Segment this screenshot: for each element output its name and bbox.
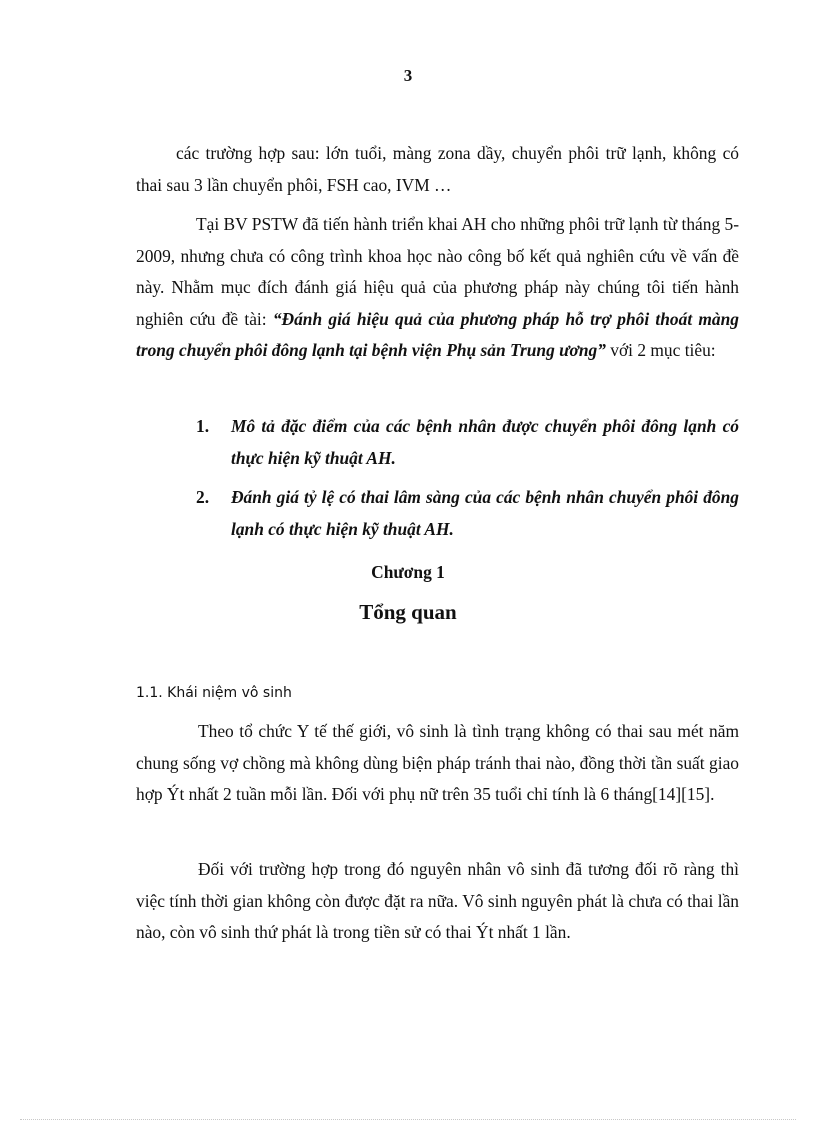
objective-text: Mô tả đặc điểm của các bệnh nhân được chuyển phôi đông lạnh có thực hiện kỹ thuật AH.: [231, 416, 739, 468]
objective-item: [196, 411, 739, 474]
objective-text: Đánh giá tỷ lệ có thai lâm sàng của các bệnh nhân chuyển phôi đông lạnh có thực hiện kỹ thuật AH.: [231, 487, 739, 539]
objective-number: 2.: [196, 487, 210, 507]
intro-paragraph-2-tail: với 2 mục tiêu:: [605, 340, 716, 360]
research-title: “Đánh giá hiệu quả của phương pháp hỗ trợ phôi thoát màng trong chuyển phôi đông lạnh tại bệnh viện Phụ sản Trung ương”: [136, 308, 739, 360]
objective-item: [196, 482, 739, 545]
page-number: 3: [403, 66, 413, 85]
page-bottom-divider: [20, 1119, 796, 1120]
objectives-list: [196, 411, 739, 553]
intro-paragraph-2: [136, 209, 739, 367]
section-paragraph-1: Theo tổ chức Y tế thế giới, vô sinh là tình trạng không có thai sau mét năm chung sống vợ chồng mà không dùng biện pháp tránh thai nào, đồng thời tần suất giao hợp Ýt nhất 2 tuần mỗi lần. Đối với phụ nữ trên 35 tuổi chỉ tính là 6 tháng[14][15].: [136, 721, 739, 804]
objective-number: 1.: [196, 416, 210, 436]
intro-paragraph-1: các trường hợp sau: lớn tuổi, màng zona dầy, chuyển phôi trữ lạnh, không có thai sau 3 lần chuyển phôi, FSH cao, IVM …: [136, 143, 739, 195]
intro-paragraph-2-text: Tại BV PSTW đã tiến hành triển khai AH cho những phôi trữ lạnh từ tháng 5-2009, nhưng chưa có công trình khoa học nào công bố kết quả nghiên cứu về vấn đề này. Nhằm mục đích đánh giá hiệu quả của phương pháp này chúng tôi tiến hành nghiên cứu đề tài:: [136, 214, 739, 329]
section-paragraph-2: Đối với trường hợp trong đó nguyên nhân vô sinh đã tương đối rõ ràng thì việc tính thời gian không còn được đặt ra nữa. Vô sinh nguyên phát là chưa có thai lần nào, còn vô sinh thứ phát là trong tiền sử có thai Ýt nhất 1 lần.: [136, 859, 739, 942]
chapter-title: Tổng quan: [359, 600, 457, 624]
chapter-label: Chương 1: [371, 562, 445, 582]
section-heading: 1.1. Khái niệm vô sinh: [136, 685, 292, 701]
